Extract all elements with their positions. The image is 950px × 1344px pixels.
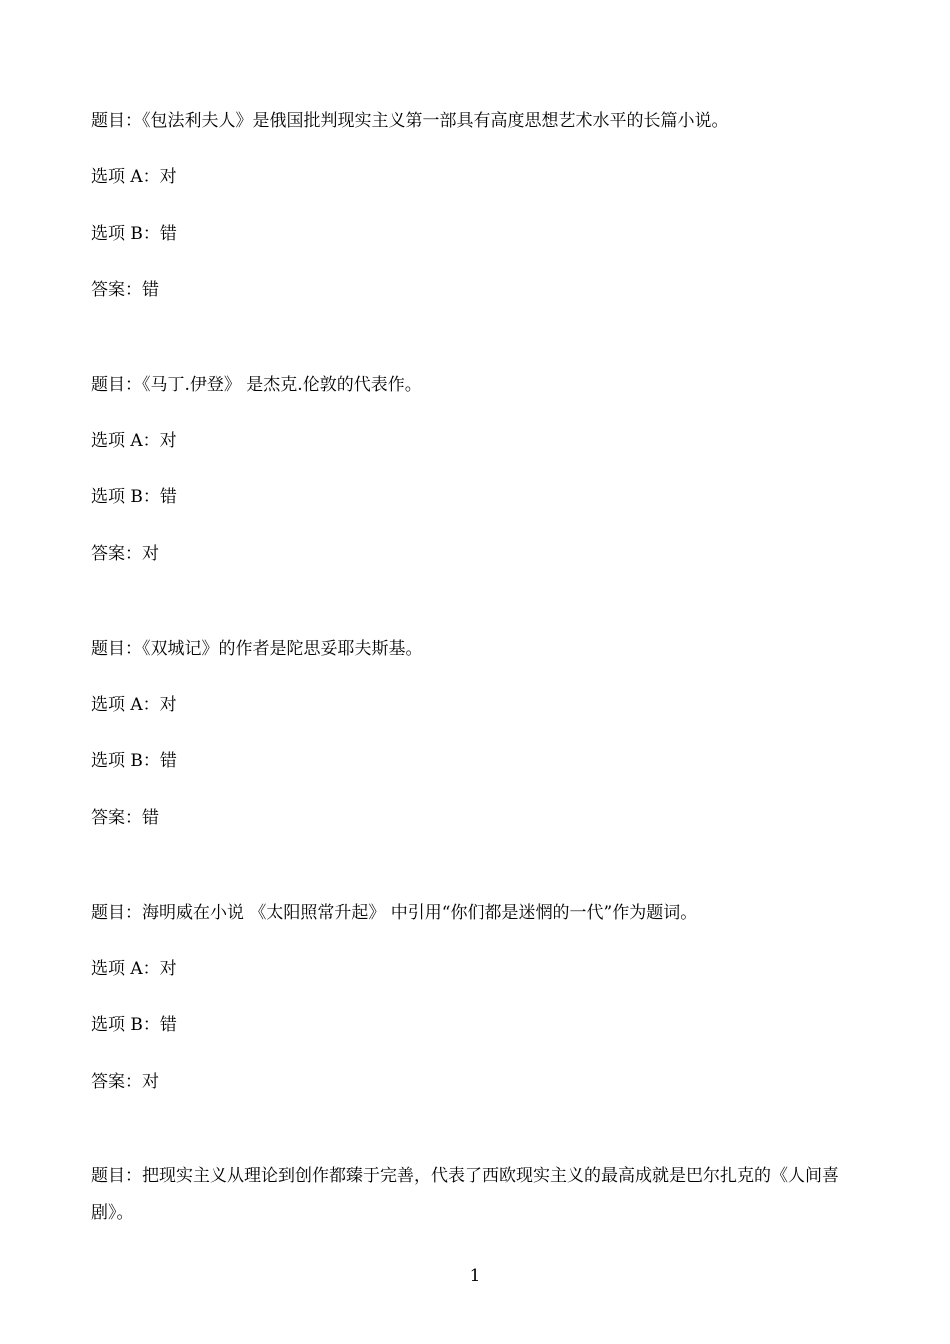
- question-3-answer: 答案：错: [91, 808, 159, 828]
- question-2-option-b: 选项 B：错: [91, 487, 177, 507]
- question-5-text: 题目：把现实主义从理论到创作都臻于完善，代表了西欧现实主义的最高成就是巴尔扎克的《人间喜剧》。: [91, 1166, 839, 1223]
- question-1-option-b: 选项 B：错: [91, 224, 177, 244]
- question-4-option-a: 选项 A：对: [91, 959, 177, 979]
- question-1-answer: 答案：错: [91, 280, 159, 300]
- question-3-option-a: 选项 A：对: [91, 695, 177, 715]
- question-2-text: 题目：《马丁.伊登》 是杰克.伦敦的代表作。: [91, 375, 422, 395]
- question-4-answer: 答案：对: [91, 1072, 159, 1092]
- question-2-option-a: 选项 A：对: [91, 431, 177, 451]
- question-3-option-b: 选项 B：错: [91, 751, 177, 771]
- question-4-text: 题目：海明威在小说 《太阳照常升起》 中引用“你们都是迷惘的一代”作为题词。: [91, 903, 698, 923]
- question-3-text: 题目：《双城记》的作者是陀思妥耶夫斯基。: [91, 639, 423, 659]
- question-4-option-b: 选项 B：错: [91, 1015, 177, 1035]
- question-1-option-a: 选项 A：对: [91, 167, 177, 187]
- page-number: 1: [469, 1266, 481, 1286]
- question-2-answer: 答案：对: [91, 544, 159, 564]
- question-1-text: 题目：《包法利夫人》是俄国批判现实主义第一部具有高度思想艺术水平的长篇小说。: [91, 111, 729, 131]
